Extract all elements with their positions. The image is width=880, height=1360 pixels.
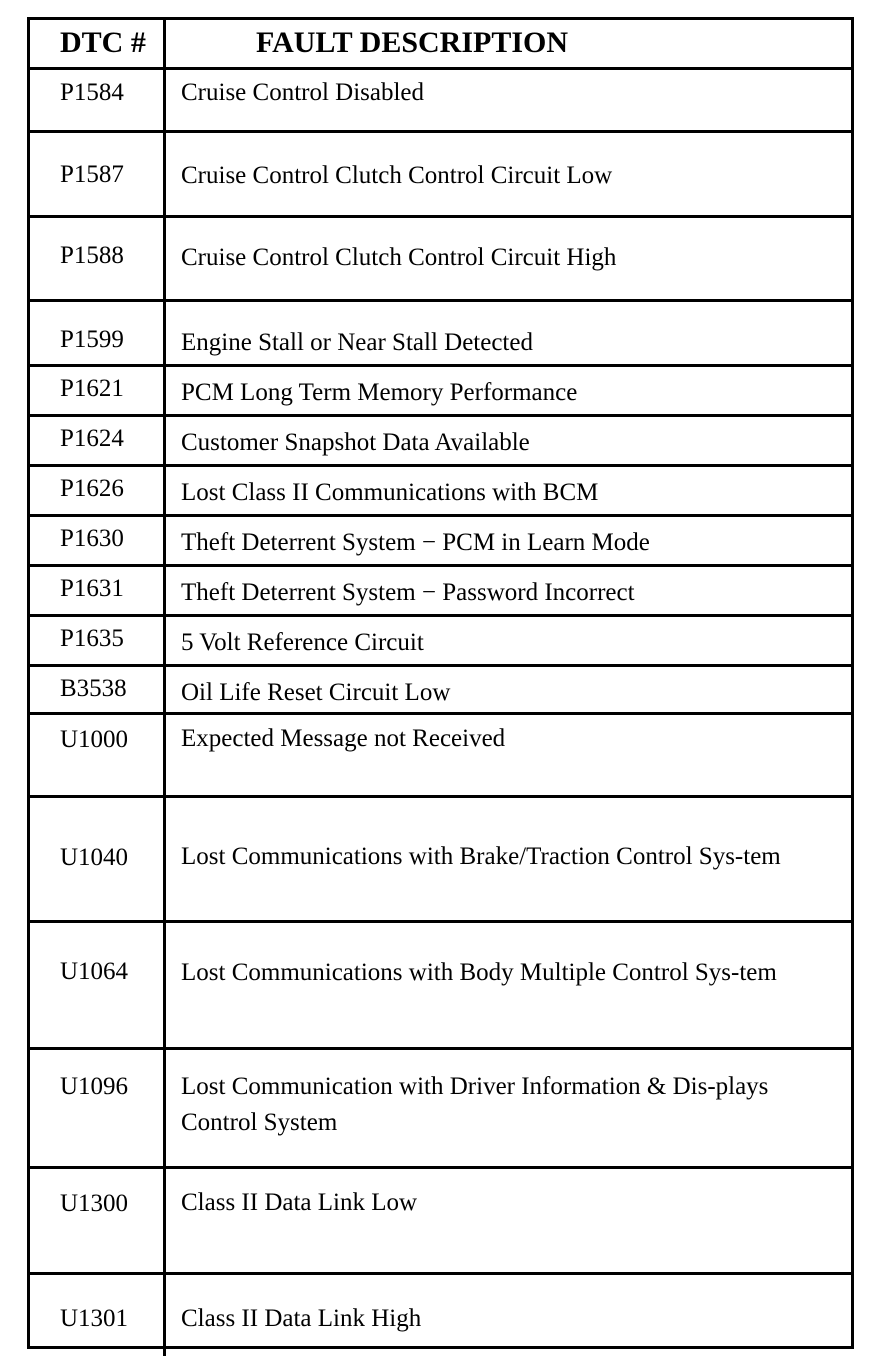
dtc-column-header: DTC # bbox=[30, 20, 166, 67]
table-header-row bbox=[30, 20, 851, 70]
dtc-code-cell: U1064 bbox=[30, 923, 166, 1047]
dtc-code-cell: P1630 bbox=[30, 517, 166, 564]
fault-description-cell: PCM Long Term Memory Performance bbox=[181, 379, 578, 406]
dtc-table bbox=[27, 17, 854, 1349]
fault-description-cell: Cruise Control Disabled bbox=[181, 79, 425, 106]
table-row bbox=[30, 617, 851, 667]
table-row bbox=[30, 1275, 851, 1356]
table-row bbox=[30, 218, 851, 302]
table-row bbox=[30, 367, 851, 417]
table-row bbox=[30, 1050, 851, 1169]
dtc-code-cell: P1621 bbox=[30, 367, 166, 414]
dtc-code-cell: U1040 bbox=[30, 798, 166, 920]
table-row bbox=[30, 70, 851, 133]
dtc-code-cell: U1096 bbox=[30, 1050, 166, 1166]
dtc-code-cell: U1000 bbox=[30, 715, 166, 795]
dtc-code-cell: P1584 bbox=[30, 70, 166, 130]
table-row bbox=[30, 417, 851, 467]
table-row bbox=[30, 923, 851, 1050]
fault-description-cell: Lost Communications with Brake/Traction Control Sys-tem bbox=[181, 843, 781, 870]
fault-description-cell: 5 Volt Reference Circuit bbox=[181, 629, 424, 656]
dtc-code-cell: P1626 bbox=[30, 467, 166, 514]
table-row bbox=[30, 567, 851, 617]
fault-description-cell: Cruise Control Clutch Control Circuit Low bbox=[181, 162, 613, 189]
dtc-code-cell: P1599 bbox=[30, 302, 166, 364]
table-row bbox=[30, 667, 851, 715]
fault-description-cell: Lost Class II Communications with BCM bbox=[181, 479, 599, 506]
fault-description-cell: Theft Deterrent System − Password Incorrect bbox=[181, 579, 635, 606]
dtc-code-cell: U1301 bbox=[30, 1275, 166, 1356]
table-row bbox=[30, 517, 851, 567]
fault-description-cell: Lost Communications with Body Multiple Control Sys-tem bbox=[181, 959, 777, 986]
table-row bbox=[30, 798, 851, 923]
dtc-code-cell: B3538 bbox=[30, 667, 166, 712]
fault-description-cell: Class II Data Link Low bbox=[181, 1189, 418, 1216]
fault-description-cell: Cruise Control Clutch Control Circuit High bbox=[181, 244, 617, 271]
dtc-code-cell: P1588 bbox=[30, 218, 166, 299]
fault-description-cell: Customer Snapshot Data Available bbox=[181, 429, 530, 456]
fault-description-cell: Class II Data Link High bbox=[181, 1305, 422, 1332]
table-row bbox=[30, 1169, 851, 1275]
fault-description-cell: Expected Message not Received bbox=[181, 725, 506, 752]
dtc-code-cell: U1300 bbox=[30, 1169, 166, 1272]
dtc-code-cell: P1587 bbox=[30, 133, 166, 215]
fault-description-cell: Oil Life Reset Circuit Low bbox=[181, 679, 451, 706]
dtc-code-cell: P1631 bbox=[30, 567, 166, 614]
fault-description-cell: Lost Communication with Driver Information & Dis-plays Control System bbox=[181, 1073, 769, 1136]
fault-description-cell: Theft Deterrent System − PCM in Learn Mode bbox=[181, 529, 650, 556]
dtc-code-cell: P1624 bbox=[30, 417, 166, 464]
fault-description-column-header: FAULT DESCRIPTION bbox=[256, 26, 569, 59]
table-row bbox=[30, 715, 851, 798]
table-row bbox=[30, 467, 851, 517]
table-row bbox=[30, 133, 851, 218]
fault-description-cell: Engine Stall or Near Stall Detected bbox=[181, 329, 533, 356]
dtc-code-cell: P1635 bbox=[30, 617, 166, 664]
table-row bbox=[30, 302, 851, 367]
